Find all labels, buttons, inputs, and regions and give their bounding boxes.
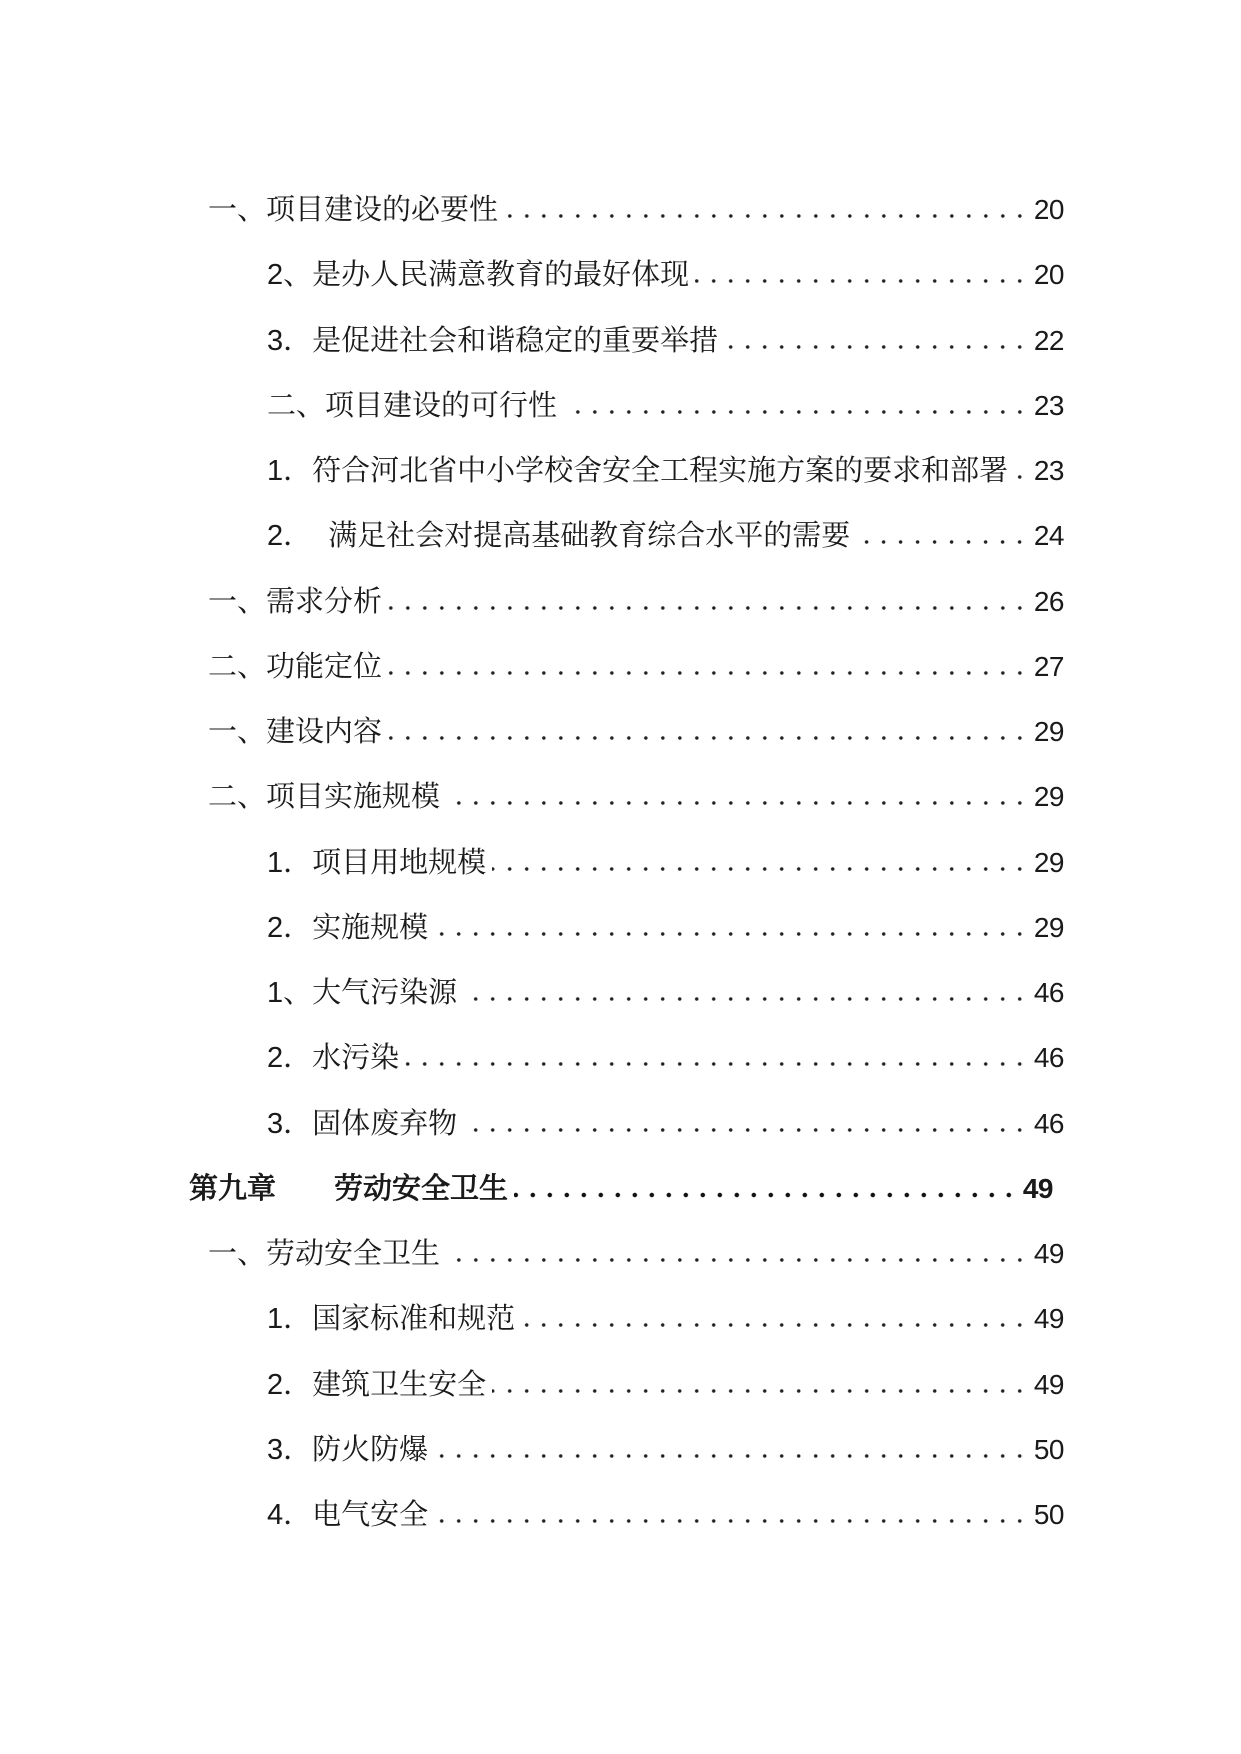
toc-entry-title: 3．是促进社会和谐稳定的重要举措 [267, 324, 719, 357]
page-number: 46 [1033, 1107, 1064, 1139]
toc-entry [189, 1091, 1064, 1156]
toc-entry [189, 1221, 1064, 1286]
toc-entry [189, 960, 1064, 1025]
page-number: 49 [1022, 1172, 1053, 1204]
toc-entry [189, 308, 1064, 373]
page-number: 49 [1033, 1238, 1064, 1269]
toc-entry [189, 373, 1064, 438]
toc-entry-title: 二、项目实施规模 [208, 781, 441, 814]
page-number: 23 [1033, 455, 1064, 486]
page-number: 20 [1033, 259, 1064, 291]
dot-leader [1014, 474, 1034, 480]
dot-leader [563, 409, 1034, 415]
page-number: 29 [1033, 911, 1064, 943]
page-number: 24 [1033, 520, 1064, 552]
dot-leader [856, 539, 1034, 545]
toc-entry-title: 3．防火防爆 [267, 1433, 429, 1466]
toc-chapter-entry [189, 1156, 1064, 1221]
toc-entry [189, 699, 1064, 764]
dot-leader [434, 1518, 1034, 1524]
dot-leader [388, 605, 1034, 611]
toc-entry-title: 1、大气污染源 [267, 977, 458, 1009]
toc-entry-title: 一、建设内容 [208, 716, 383, 748]
page-number: 29 [1033, 781, 1064, 813]
chapter-number: 第九章 [189, 1172, 277, 1205]
page-number: 29 [1033, 716, 1064, 747]
page-number: 50 [1033, 1499, 1064, 1530]
dot-leader [521, 1322, 1034, 1328]
toc-entry [189, 830, 1064, 895]
page-number: 22 [1033, 324, 1064, 356]
dot-leader [724, 344, 1034, 350]
page-number: 27 [1033, 650, 1064, 682]
toc-list [189, 177, 1064, 1547]
toc-entry [189, 177, 1064, 242]
toc-entry [189, 569, 1064, 634]
page-number: 50 [1033, 1433, 1064, 1465]
dot-leader [405, 1061, 1034, 1067]
page-number: 46 [1033, 1042, 1064, 1074]
page-number: 20 [1033, 194, 1064, 225]
dot-leader [492, 866, 1034, 872]
dot-leader [463, 996, 1034, 1002]
toc-entry [189, 1417, 1064, 1482]
toc-entry-title: 二、项目建设的可行性 [267, 389, 558, 422]
toc-entry-title: 2、是办人民满意教育的最好体现 [267, 259, 690, 292]
toc-entry [189, 895, 1064, 960]
dot-leader [504, 213, 1034, 219]
toc-entry [189, 764, 1064, 829]
toc-entry [189, 242, 1064, 307]
toc-entry [189, 634, 1064, 699]
page-number: 49 [1033, 1368, 1064, 1400]
toc-entry [189, 1286, 1064, 1351]
toc-entry-title: 1．符合河北省中小学校舍安全工程实施方案的要求和部署 [267, 455, 1009, 487]
toc-entry [189, 1352, 1064, 1417]
dot-leader [514, 1192, 1023, 1198]
toc-entry-title: 3．固体废弃物 [267, 1107, 458, 1140]
toc-entry-title: 一、劳动安全卫生 [208, 1238, 441, 1270]
toc-entry-title: 2．建筑卫生安全 [267, 1368, 487, 1401]
page-number: 49 [1033, 1303, 1064, 1335]
dot-leader [463, 1127, 1034, 1133]
toc-entry-title: 2． 满足社会对提高基础教育综合水平的需要 [267, 520, 851, 553]
dot-leader [434, 1453, 1034, 1459]
dot-leader [434, 931, 1034, 937]
toc-entry [189, 1025, 1064, 1090]
toc-entry-title: 二、功能定位 [208, 650, 383, 683]
toc-entry-title: 4．电气安全 [267, 1499, 429, 1531]
dot-leader [695, 278, 1034, 284]
toc-entry-title: 1．国家标准和规范 [267, 1303, 516, 1336]
toc-entry-title: 一、项目建设的必要性 [208, 194, 499, 226]
dot-leader [492, 1388, 1034, 1394]
dot-leader [388, 670, 1034, 676]
toc-entry [189, 438, 1064, 503]
toc-entry-title: 一、需求分析 [208, 585, 383, 618]
toc-entry-title: 2．水污染 [267, 1042, 400, 1075]
dot-leader [388, 735, 1034, 741]
toc-entry [189, 1482, 1064, 1547]
chapter-title: 劳动安全卫生 [334, 1172, 509, 1205]
page-number: 46 [1033, 977, 1064, 1008]
toc-entry-title: 2．实施规模 [267, 911, 429, 944]
dot-leader [446, 800, 1034, 806]
toc-entry-title: 1．项目用地规模 [267, 846, 487, 879]
dot-leader [446, 1257, 1034, 1263]
page-number: 23 [1033, 389, 1064, 421]
toc-entry [189, 503, 1064, 568]
page-number: 29 [1033, 846, 1064, 878]
page-number: 26 [1033, 585, 1064, 617]
